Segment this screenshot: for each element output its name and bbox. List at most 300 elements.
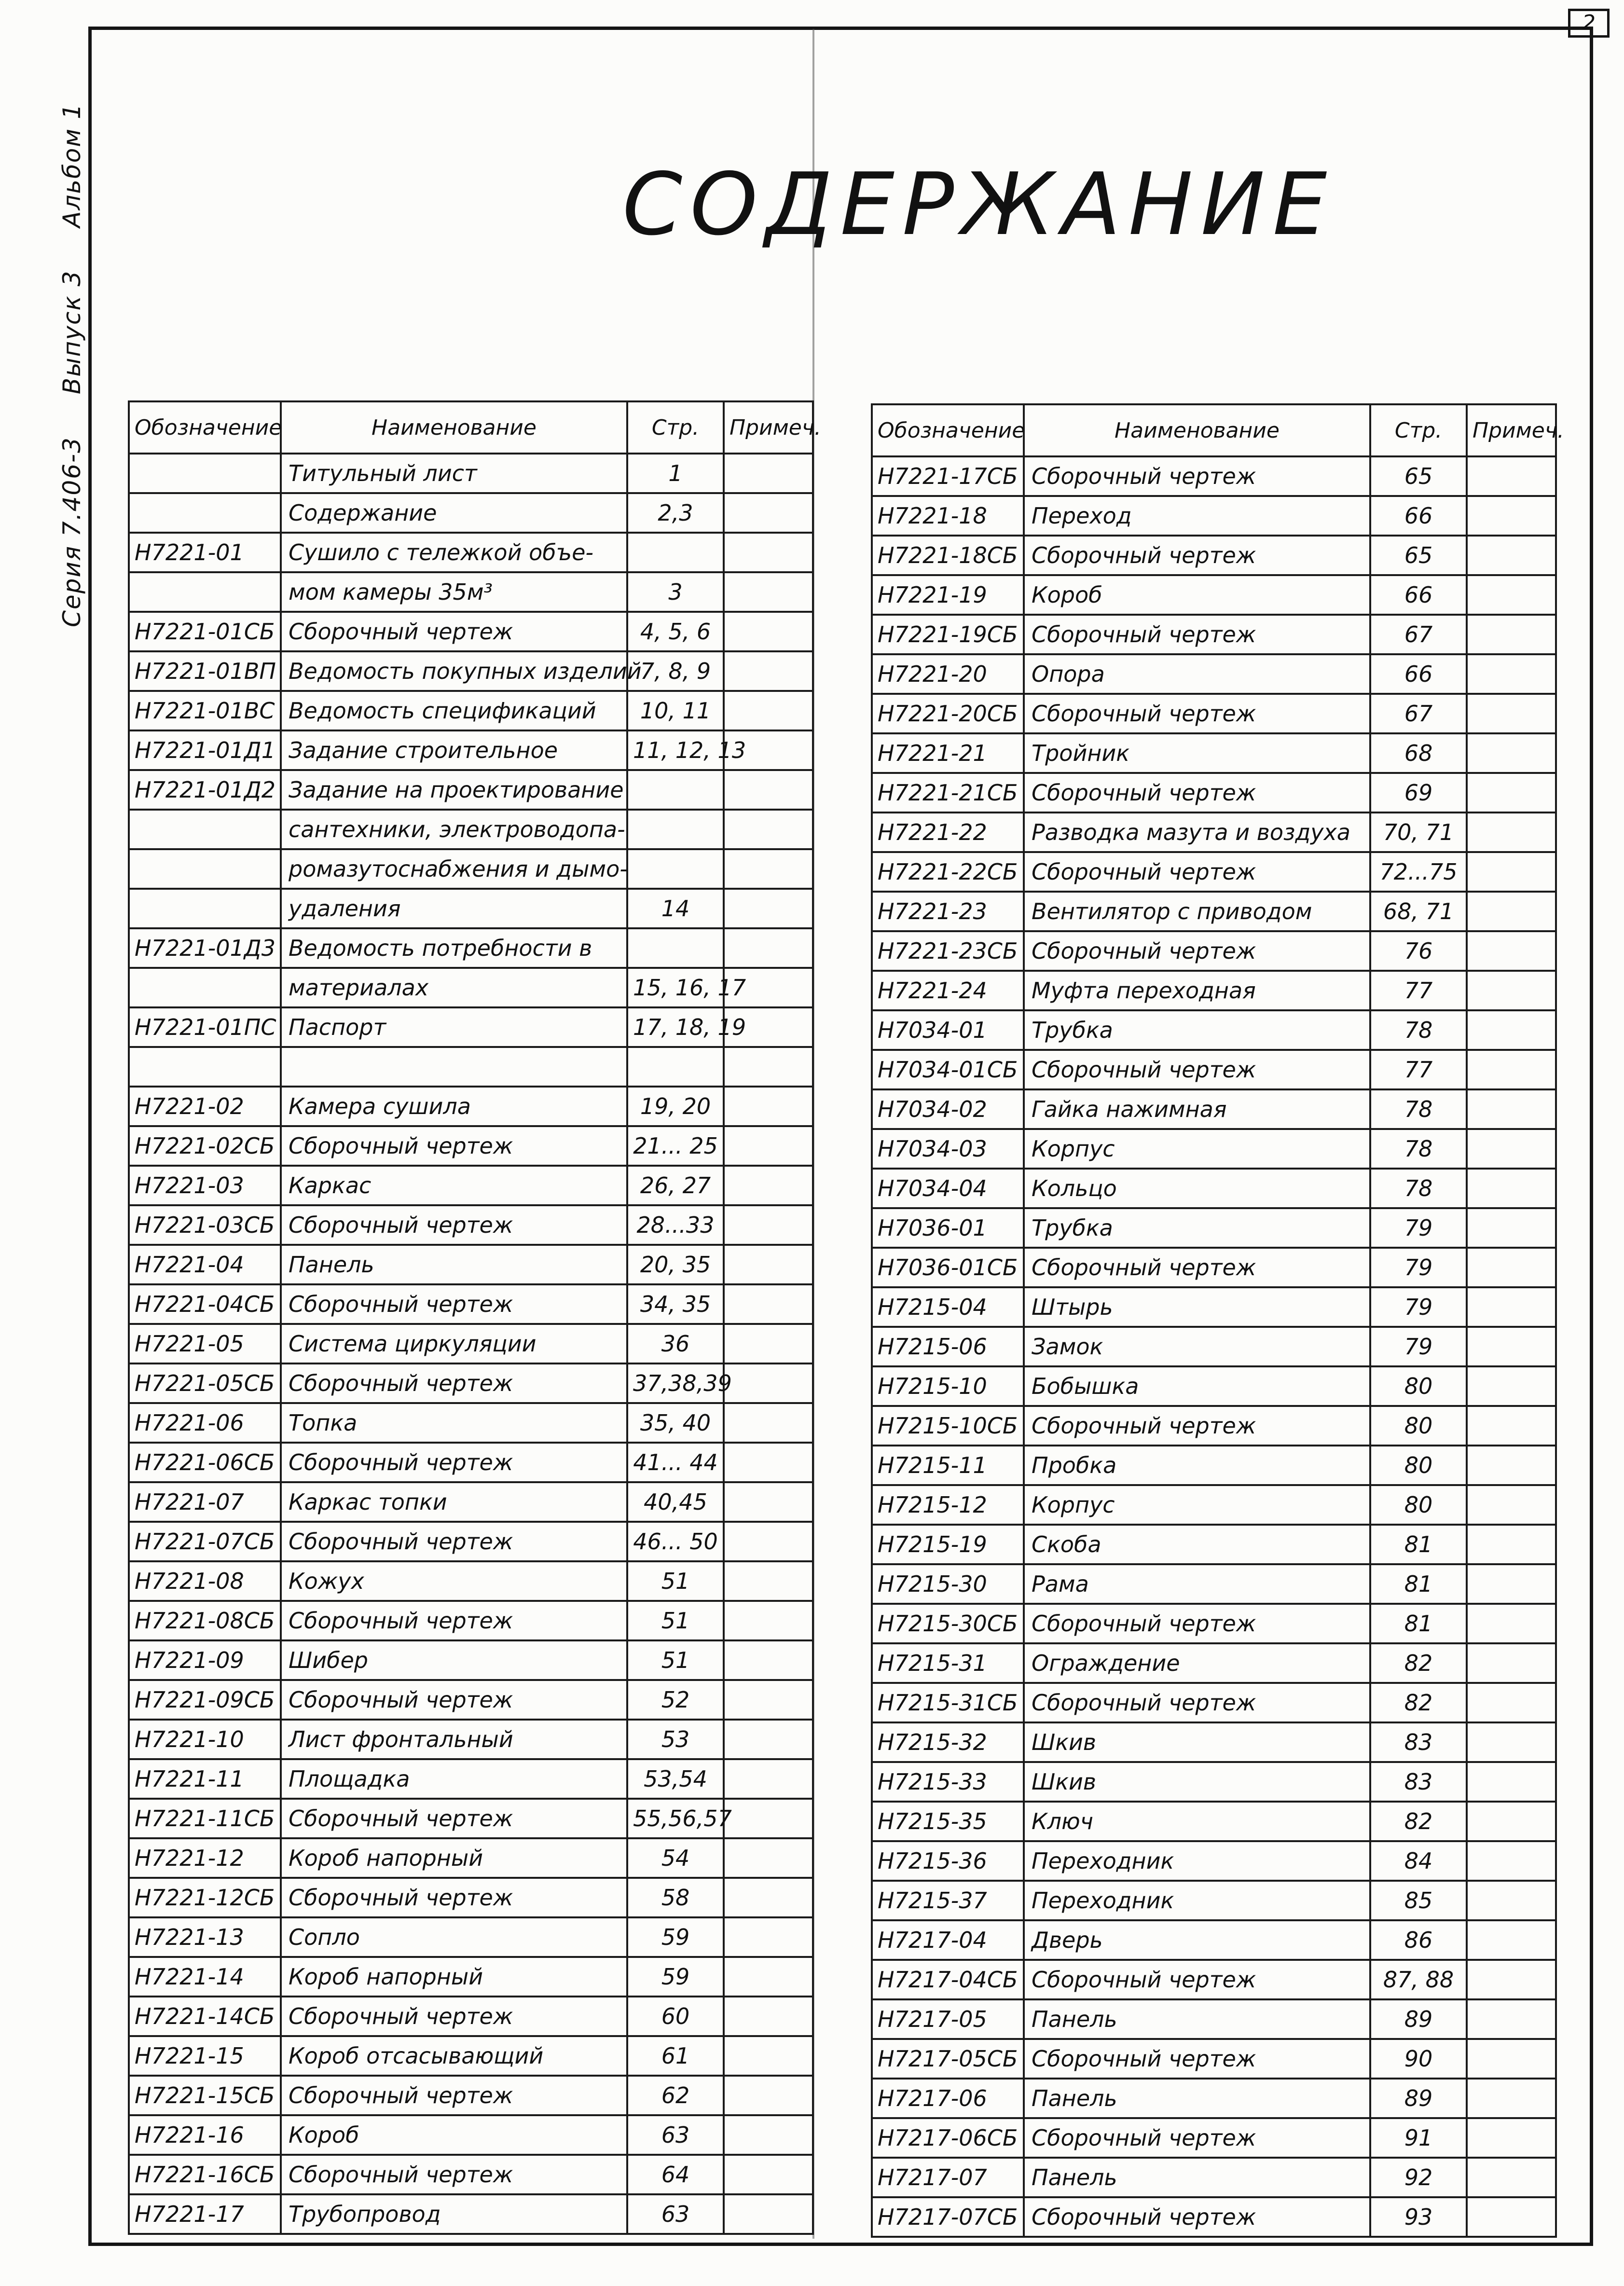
row-name: Сборочный чертеж	[281, 1284, 627, 1324]
row-page: 78	[1370, 1089, 1467, 1129]
row-note	[1467, 1089, 1556, 1129]
row-designation: Н7215-10	[872, 1366, 1024, 1406]
row-note	[1467, 1248, 1556, 1287]
row-name: Сборочный чертеж	[281, 2076, 627, 2115]
row-name: Шкив	[1024, 1722, 1370, 1762]
row-page: 51	[627, 1601, 724, 1640]
table-header-row	[872, 404, 1556, 456]
table-row	[872, 1960, 1556, 1999]
row-name	[281, 1047, 627, 1087]
table-row	[872, 1683, 1556, 1722]
row-page: 90	[1370, 2039, 1467, 2079]
row-name: Сборочный чертеж	[281, 1997, 627, 2036]
table-row	[872, 615, 1556, 654]
row-note	[724, 691, 813, 730]
table-row	[872, 892, 1556, 931]
table-row	[129, 2036, 813, 2076]
table-row	[872, 1643, 1556, 1683]
row-page: 7, 8, 9	[627, 651, 724, 691]
row-note	[724, 2194, 813, 2234]
row-name: Переходник	[1024, 1881, 1370, 1920]
row-designation: Н7034-02	[872, 1089, 1024, 1129]
row-note	[1467, 1010, 1556, 1050]
row-page: 60	[627, 1997, 724, 2036]
row-designation: Н7221-05СБ	[129, 1363, 281, 1403]
row-designation: Н7221-19СБ	[872, 615, 1024, 654]
row-name: Скоба	[1024, 1525, 1370, 1564]
row-name: Короб	[1024, 575, 1370, 615]
header-page: Стр.	[627, 401, 724, 454]
row-page: 59	[627, 1917, 724, 1957]
row-designation: Н7215-19	[872, 1525, 1024, 1564]
row-designation: Н7221-18СБ	[872, 536, 1024, 575]
row-page: 93	[1370, 2197, 1467, 2237]
row-name: Ведомость покупных изделий	[281, 651, 627, 691]
row-designation: Н7221-01	[129, 533, 281, 572]
row-designation: Н7221-12	[129, 1838, 281, 1878]
row-designation: Н7221-17СБ	[872, 456, 1024, 496]
row-name: Каркас топки	[281, 1482, 627, 1522]
table-row	[872, 2039, 1556, 2079]
row-page: 80	[1370, 1485, 1467, 1525]
row-designation: Н7036-01СБ	[872, 1248, 1024, 1287]
row-name: Сборочный чертеж	[1024, 1248, 1370, 1287]
row-designation: Н7034-03	[872, 1129, 1024, 1169]
row-name: Трубка	[1024, 1208, 1370, 1248]
row-name: Замок	[1024, 1327, 1370, 1366]
row-name: Разводка мазута и воздуха	[1024, 812, 1370, 852]
row-note	[724, 1997, 813, 2036]
row-note	[1467, 1960, 1556, 1999]
row-designation: Н7221-15СБ	[129, 2076, 281, 2115]
row-page	[627, 1047, 724, 1087]
row-page: 35, 40	[627, 1403, 724, 1443]
table-row	[872, 1802, 1556, 1841]
row-name: Бобышка	[1024, 1366, 1370, 1406]
row-page: 82	[1370, 1802, 1467, 1841]
row-note	[724, 849, 813, 889]
table-row	[872, 1248, 1556, 1287]
row-note	[724, 1799, 813, 1838]
row-page	[627, 770, 724, 810]
row-page: 40,45	[627, 1482, 724, 1522]
row-name: Панель	[1024, 1999, 1370, 2039]
row-name: Титульный лист	[281, 454, 627, 493]
table-row	[129, 1838, 813, 1878]
row-name: Ключ	[1024, 1802, 1370, 1841]
table-row	[129, 1166, 813, 1205]
table-row	[129, 1403, 813, 1443]
row-name: Панель	[1024, 2158, 1370, 2197]
row-note	[1467, 2079, 1556, 2118]
row-page: 87, 88	[1370, 1960, 1467, 1999]
table-row	[129, 1324, 813, 1363]
row-page: 17, 18, 19	[627, 1007, 724, 1047]
row-name: Задание на проектирование	[281, 770, 627, 810]
row-note	[1467, 1683, 1556, 1722]
table-row	[129, 2155, 813, 2194]
table-row	[872, 1841, 1556, 1881]
table-row	[129, 770, 813, 810]
row-page	[627, 533, 724, 572]
table-row	[872, 1604, 1556, 1643]
row-page: 80	[1370, 1406, 1467, 1446]
table-row	[129, 1720, 813, 1759]
row-note	[724, 1482, 813, 1522]
row-designation	[129, 810, 281, 849]
table-row	[872, 575, 1556, 615]
row-name: Сопло	[281, 1917, 627, 1957]
row-designation	[129, 849, 281, 889]
row-page: 77	[1370, 1050, 1467, 1089]
row-page: 78	[1370, 1129, 1467, 1169]
row-note	[724, 770, 813, 810]
row-page: 11, 12, 13	[627, 730, 724, 770]
row-name: Корпус	[1024, 1129, 1370, 1169]
row-name: Панель	[281, 1245, 627, 1284]
row-note	[1467, 892, 1556, 931]
row-note	[1467, 1841, 1556, 1881]
row-designation: Н7217-07СБ	[872, 2197, 1024, 2237]
row-designation	[129, 454, 281, 493]
row-note	[724, 1205, 813, 1245]
table-row	[872, 1129, 1556, 1169]
row-note	[1467, 2118, 1556, 2158]
row-designation: Н7221-15	[129, 2036, 281, 2076]
table-row	[872, 2197, 1556, 2237]
row-name: Панель	[1024, 2079, 1370, 2118]
row-name: Каркас	[281, 1166, 627, 1205]
row-name: Трубопровод	[281, 2194, 627, 2234]
side-stamp	[58, 69, 86, 627]
row-name: Тройник	[1024, 733, 1370, 773]
row-note	[724, 651, 813, 691]
row-page: 52	[627, 1680, 724, 1720]
table-row	[129, 1047, 813, 1087]
row-note	[1467, 1366, 1556, 1406]
row-name: Сборочный чертеж	[1024, 615, 1370, 654]
row-designation: Н7221-08	[129, 1561, 281, 1601]
table-row	[129, 1799, 813, 1838]
table-row	[872, 536, 1556, 575]
row-designation: Н7215-31	[872, 1643, 1024, 1683]
table-row	[129, 849, 813, 889]
row-designation: Н7215-33	[872, 1762, 1024, 1802]
row-page: 51	[627, 1640, 724, 1680]
row-page: 92	[1370, 2158, 1467, 2197]
table-row	[129, 889, 813, 928]
table-row	[129, 2194, 813, 2234]
row-designation	[129, 1047, 281, 1087]
row-designation: Н7215-35	[872, 1802, 1024, 1841]
row-note	[1467, 733, 1556, 773]
row-note	[1467, 1722, 1556, 1762]
row-designation: Н7221-21СБ	[872, 773, 1024, 812]
row-designation: Н7215-11	[872, 1446, 1024, 1485]
row-designation: Н7221-02	[129, 1087, 281, 1126]
row-designation: Н7221-14СБ	[129, 1997, 281, 2036]
table-row	[129, 493, 813, 533]
row-note	[1467, 1920, 1556, 1960]
row-designation: Н7221-05	[129, 1324, 281, 1363]
row-name: Сборочный чертеж	[1024, 694, 1370, 733]
row-note	[724, 2036, 813, 2076]
table-row	[129, 1087, 813, 1126]
table-row	[872, 852, 1556, 892]
row-designation: Н7221-16СБ	[129, 2155, 281, 2194]
row-page: 36	[627, 1324, 724, 1363]
row-name: Камера сушила	[281, 1087, 627, 1126]
row-name: Кожух	[281, 1561, 627, 1601]
row-page: 83	[1370, 1762, 1467, 1802]
row-page	[627, 928, 724, 968]
row-designation: Н7221-13	[129, 1917, 281, 1957]
row-designation: Н7221-07	[129, 1482, 281, 1522]
row-note	[1467, 2158, 1556, 2197]
row-designation: Н7221-14	[129, 1957, 281, 1997]
row-note	[724, 2155, 813, 2194]
row-note	[1467, 1485, 1556, 1525]
row-name: Ведомость спецификаций	[281, 691, 627, 730]
row-page: 41... 44	[627, 1443, 724, 1482]
row-designation: Н7221-03СБ	[129, 1205, 281, 1245]
table-row	[872, 931, 1556, 971]
row-page: 68	[1370, 733, 1467, 773]
row-page: 1	[627, 454, 724, 493]
row-name: Короб отсасывающий	[281, 2036, 627, 2076]
row-name: Содержание	[281, 493, 627, 533]
row-page: 10, 11	[627, 691, 724, 730]
row-name: Сборочный чертеж	[1024, 456, 1370, 496]
row-name: Вентилятор с приводом	[1024, 892, 1370, 931]
row-note	[1467, 1406, 1556, 1446]
row-note	[724, 1443, 813, 1482]
table-row	[872, 2158, 1556, 2197]
row-page: 82	[1370, 1643, 1467, 1683]
row-note	[724, 889, 813, 928]
table-row	[872, 1762, 1556, 1802]
row-page: 64	[627, 2155, 724, 2194]
table-row	[872, 971, 1556, 1010]
row-page: 79	[1370, 1248, 1467, 1287]
row-designation: Н7034-01	[872, 1010, 1024, 1050]
row-note	[724, 1087, 813, 1126]
row-designation: Н7215-37	[872, 1881, 1024, 1920]
row-designation: Н7221-01Д1	[129, 730, 281, 770]
row-designation: Н7215-12	[872, 1485, 1024, 1525]
table-row	[872, 1881, 1556, 1920]
row-note	[724, 1878, 813, 1917]
table-row	[872, 1050, 1556, 1089]
row-page: 53	[627, 1720, 724, 1759]
row-designation: Н7221-04	[129, 1245, 281, 1284]
row-page: 15, 16, 17	[627, 968, 724, 1007]
table-row	[872, 1169, 1556, 1208]
row-name: Лист фронтальный	[281, 1720, 627, 1759]
row-name: сантехники, электроводопа-	[281, 810, 627, 849]
row-page: 78	[1370, 1010, 1467, 1050]
row-note	[1467, 694, 1556, 733]
table-row	[129, 2115, 813, 2155]
row-note	[724, 1403, 813, 1443]
row-designation: Н7221-11СБ	[129, 1799, 281, 1838]
row-page: 81	[1370, 1564, 1467, 1604]
row-note	[724, 612, 813, 651]
row-page	[627, 810, 724, 849]
row-designation: Н7221-08СБ	[129, 1601, 281, 1640]
row-name: Короб напорный	[281, 1957, 627, 1997]
row-name: Сборочный чертеж	[1024, 1604, 1370, 1643]
table-row	[129, 810, 813, 849]
row-note	[1467, 773, 1556, 812]
row-note	[724, 1720, 813, 1759]
row-note	[1467, 496, 1556, 536]
header-designation: Обозначение	[872, 404, 1024, 456]
row-designation: Н7215-04	[872, 1287, 1024, 1327]
row-designation: Н7221-11	[129, 1759, 281, 1799]
row-designation: Н7221-21	[872, 733, 1024, 773]
row-designation: Н7034-04	[872, 1169, 1024, 1208]
row-page: 85	[1370, 1881, 1467, 1920]
row-page: 46... 50	[627, 1522, 724, 1561]
row-page: 53,54	[627, 1759, 724, 1799]
row-name: Сборочный чертеж	[1024, 1960, 1370, 1999]
table-row	[872, 773, 1556, 812]
table-row	[129, 1284, 813, 1324]
table-row	[129, 1522, 813, 1561]
row-name: Рама	[1024, 1564, 1370, 1604]
row-note	[1467, 1604, 1556, 1643]
row-page: 77	[1370, 971, 1467, 1010]
table-row	[129, 1443, 813, 1482]
row-page: 66	[1370, 575, 1467, 615]
row-page: 67	[1370, 694, 1467, 733]
row-note	[724, 1047, 813, 1087]
row-designation: Н7221-23	[872, 892, 1024, 931]
header-note: Примеч.	[724, 401, 813, 454]
header-name: Наименование	[281, 401, 627, 454]
row-designation: Н7217-04СБ	[872, 1960, 1024, 1999]
row-designation: Н7221-09	[129, 1640, 281, 1680]
row-note	[724, 1126, 813, 1166]
row-name: Ограждение	[1024, 1643, 1370, 1683]
row-designation: Н7221-06СБ	[129, 1443, 281, 1482]
table-row	[872, 2118, 1556, 2158]
row-note	[1467, 1881, 1556, 1920]
row-designation: Н7215-31СБ	[872, 1683, 1024, 1722]
row-note	[724, 1245, 813, 1284]
row-page: 81	[1370, 1525, 1467, 1564]
table-row	[872, 1406, 1556, 1446]
row-name: Сборочный чертеж	[1024, 2118, 1370, 2158]
row-page: 86	[1370, 1920, 1467, 1960]
row-designation: Н7221-04СБ	[129, 1284, 281, 1324]
row-note	[724, 1284, 813, 1324]
row-note	[724, 1166, 813, 1205]
row-page: 72...75	[1370, 852, 1467, 892]
row-name: мом камеры 35м³	[281, 572, 627, 612]
row-designation: Н7221-01ВП	[129, 651, 281, 691]
row-designation: Н7221-18	[872, 496, 1024, 536]
row-designation: Н7215-36	[872, 1841, 1024, 1881]
row-designation: Н7221-17	[129, 2194, 281, 2234]
row-note	[1467, 1169, 1556, 1208]
row-name: Шкив	[1024, 1762, 1370, 1802]
row-designation: Н7221-09СБ	[129, 1680, 281, 1720]
row-name: Задание строительное	[281, 730, 627, 770]
row-page: 79	[1370, 1287, 1467, 1327]
row-page: 51	[627, 1561, 724, 1601]
header-designation: Обозначение	[129, 401, 281, 454]
row-note	[724, 1640, 813, 1680]
row-page: 81	[1370, 1604, 1467, 1643]
row-note	[1467, 2197, 1556, 2237]
table-header-row	[129, 401, 813, 454]
table-row	[872, 1327, 1556, 1366]
table-row	[129, 691, 813, 730]
table-row	[129, 572, 813, 612]
table-row	[872, 694, 1556, 733]
row-note	[1467, 536, 1556, 575]
row-designation: Н7215-30СБ	[872, 1604, 1024, 1643]
row-name: материалах	[281, 968, 627, 1007]
header-note: Примеч.	[1467, 404, 1556, 456]
row-note	[1467, 1327, 1556, 1366]
row-name: Сборочный чертеж	[1024, 536, 1370, 575]
row-page: 62	[627, 2076, 724, 2115]
row-designation: Н7221-01Д3	[129, 928, 281, 968]
row-name: Короб напорный	[281, 1838, 627, 1878]
row-designation: Н7221-20СБ	[872, 694, 1024, 733]
table-row	[872, 1564, 1556, 1604]
row-designation	[129, 493, 281, 533]
row-note	[1467, 1643, 1556, 1683]
row-name: удаления	[281, 889, 627, 928]
row-name: Сборочный чертеж	[281, 612, 627, 651]
row-name: Дверь	[1024, 1920, 1370, 1960]
table-row	[129, 651, 813, 691]
row-designation: Н7221-01СБ	[129, 612, 281, 651]
row-designation: Н7221-07СБ	[129, 1522, 281, 1561]
row-designation: Н7217-05	[872, 1999, 1024, 2039]
table-row	[872, 1999, 1556, 2039]
series-label: Серия 7.406-3	[58, 437, 86, 627]
table-row	[129, 533, 813, 572]
row-name: Сборочный чертеж	[1024, 2197, 1370, 2237]
row-name: Гайка нажимная	[1024, 1089, 1370, 1129]
row-page: 65	[1370, 456, 1467, 496]
table-row	[872, 496, 1556, 536]
row-note	[724, 1363, 813, 1403]
row-name: Сборочный чертеж	[281, 1680, 627, 1720]
table-row	[129, 1561, 813, 1601]
row-designation: Н7217-05СБ	[872, 2039, 1024, 2079]
row-designation: Н7221-16	[129, 2115, 281, 2155]
table-row	[872, 1446, 1556, 1485]
header-name: Наименование	[1024, 404, 1370, 456]
row-designation: Н7217-04	[872, 1920, 1024, 1960]
table-row	[129, 1640, 813, 1680]
table-row	[872, 812, 1556, 852]
row-designation: Н7221-20	[872, 654, 1024, 694]
row-note	[724, 1561, 813, 1601]
row-designation: Н7221-01Д2	[129, 770, 281, 810]
row-page: 80	[1370, 1446, 1467, 1485]
row-page: 59	[627, 1957, 724, 1997]
table-row	[872, 1208, 1556, 1248]
row-name: Сборочный чертеж	[281, 2155, 627, 2194]
table-row	[129, 1917, 813, 1957]
